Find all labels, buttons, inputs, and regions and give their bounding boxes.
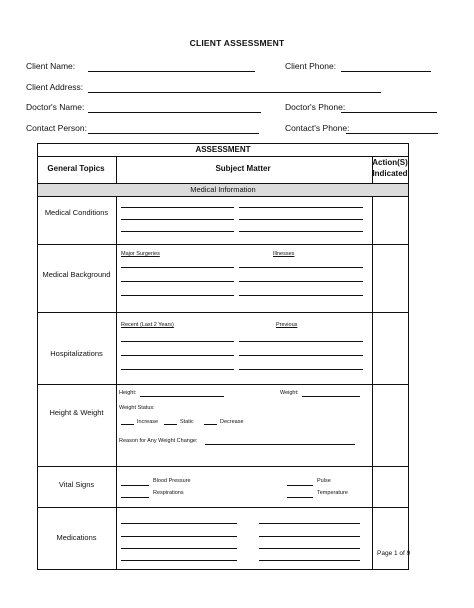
height-label: Height: [119, 390, 137, 396]
row-medical-background: Medical Background [42, 270, 111, 279]
temperature-field[interactable] [287, 497, 313, 498]
increase-label: Increase [137, 419, 159, 425]
contact-person-field[interactable] [88, 133, 259, 134]
medications-line[interactable] [121, 536, 237, 537]
illnesses-label: Illnesses [273, 251, 295, 257]
pulse-field[interactable] [287, 485, 313, 486]
reason-field[interactable] [205, 444, 355, 445]
conditions-line[interactable] [121, 219, 234, 220]
hospital-line[interactable] [121, 369, 234, 370]
col-action-line1: Action(S) [372, 158, 408, 167]
weight-status-label: Weight Status: [119, 405, 155, 411]
hospital-line[interactable] [121, 341, 234, 342]
client-phone-label: Client Phone: [285, 61, 337, 71]
background-line[interactable] [239, 281, 363, 282]
increase-checkbox[interactable] [121, 424, 134, 425]
conditions-line[interactable] [239, 207, 363, 208]
client-address-field[interactable] [88, 92, 381, 93]
medications-line[interactable] [121, 548, 237, 549]
medications-line[interactable] [259, 523, 360, 524]
conditions-line[interactable] [121, 231, 234, 232]
col-subject-matter: Subject Matter [215, 164, 271, 173]
major-surgeries-label: Major Surgeries [121, 251, 160, 257]
client-phone-field[interactable] [341, 71, 431, 72]
contacts-phone-label: Contact's Phone: [285, 123, 350, 133]
background-line[interactable] [239, 267, 363, 268]
previous-label: Previous [276, 322, 298, 328]
doctors-phone-label: Doctor's Phone: [285, 102, 346, 112]
medications-line[interactable] [259, 536, 360, 537]
medications-line[interactable] [121, 560, 237, 561]
decrease-checkbox[interactable] [204, 424, 217, 425]
conditions-line[interactable] [239, 231, 363, 232]
hospital-line[interactable] [121, 355, 234, 356]
doctors-name-label: Doctor's Name: [26, 102, 85, 112]
background-line[interactable] [121, 267, 234, 268]
row-medications: Medications [56, 533, 97, 542]
contact-person-label: Contact Person: [26, 123, 87, 133]
weight-label: Weight: [280, 390, 299, 396]
height-field[interactable] [140, 396, 224, 397]
row-hospitalizations: Hospitalizations [50, 349, 103, 358]
contacts-phone-field[interactable] [346, 133, 438, 134]
hospital-line[interactable] [239, 341, 363, 342]
col-general-topics: General Topics [47, 164, 105, 173]
conditions-line[interactable] [121, 207, 234, 208]
row-vital-signs: Vital Signs [58, 480, 95, 489]
background-line[interactable] [121, 281, 234, 282]
conditions-line[interactable] [239, 219, 363, 220]
static-label: Static [180, 419, 194, 425]
client-name-label: Client Name: [26, 61, 76, 71]
static-checkbox[interactable] [164, 424, 177, 425]
row-height-weight: Height & Weight [49, 408, 104, 417]
medications-line[interactable] [259, 560, 360, 561]
medications-line[interactable] [259, 548, 360, 549]
decrease-label: Decrease [220, 419, 244, 425]
doctors-name-field[interactable] [88, 112, 261, 113]
client-name-field[interactable] [88, 71, 255, 72]
form-title: CLIENT ASSESSMENT [189, 38, 285, 48]
blood-pressure-label: Blood Pressure [153, 478, 191, 484]
weight-field[interactable] [302, 396, 360, 397]
hospital-line[interactable] [239, 369, 363, 370]
client-address-label: Client Address: [26, 82, 84, 92]
col-action-indicated [371, 157, 409, 179]
doctors-phone-field[interactable] [341, 112, 437, 113]
blood-pressure-field[interactable] [121, 485, 149, 486]
pulse-label: Pulse [317, 478, 331, 484]
row-medical-conditions: Medical Conditions [44, 208, 109, 217]
col-action-line2: Indicated [372, 169, 408, 178]
temperature-label: Temperature [317, 490, 348, 496]
medications-line[interactable] [121, 523, 237, 524]
assessment-heading: ASSESSMENT [195, 145, 251, 154]
respirations-label: Respirations [153, 490, 184, 496]
background-line[interactable] [121, 295, 234, 296]
reason-label: Reason for Any Weight Change: [119, 438, 198, 444]
background-line[interactable] [239, 295, 363, 296]
section-medical-information: Medical Information [190, 185, 256, 194]
page-number: Page 1 of 9 [377, 550, 411, 557]
recent-label: Recent (Last 2 Years) [121, 322, 174, 328]
respirations-field[interactable] [121, 497, 149, 498]
hospital-line[interactable] [239, 355, 363, 356]
